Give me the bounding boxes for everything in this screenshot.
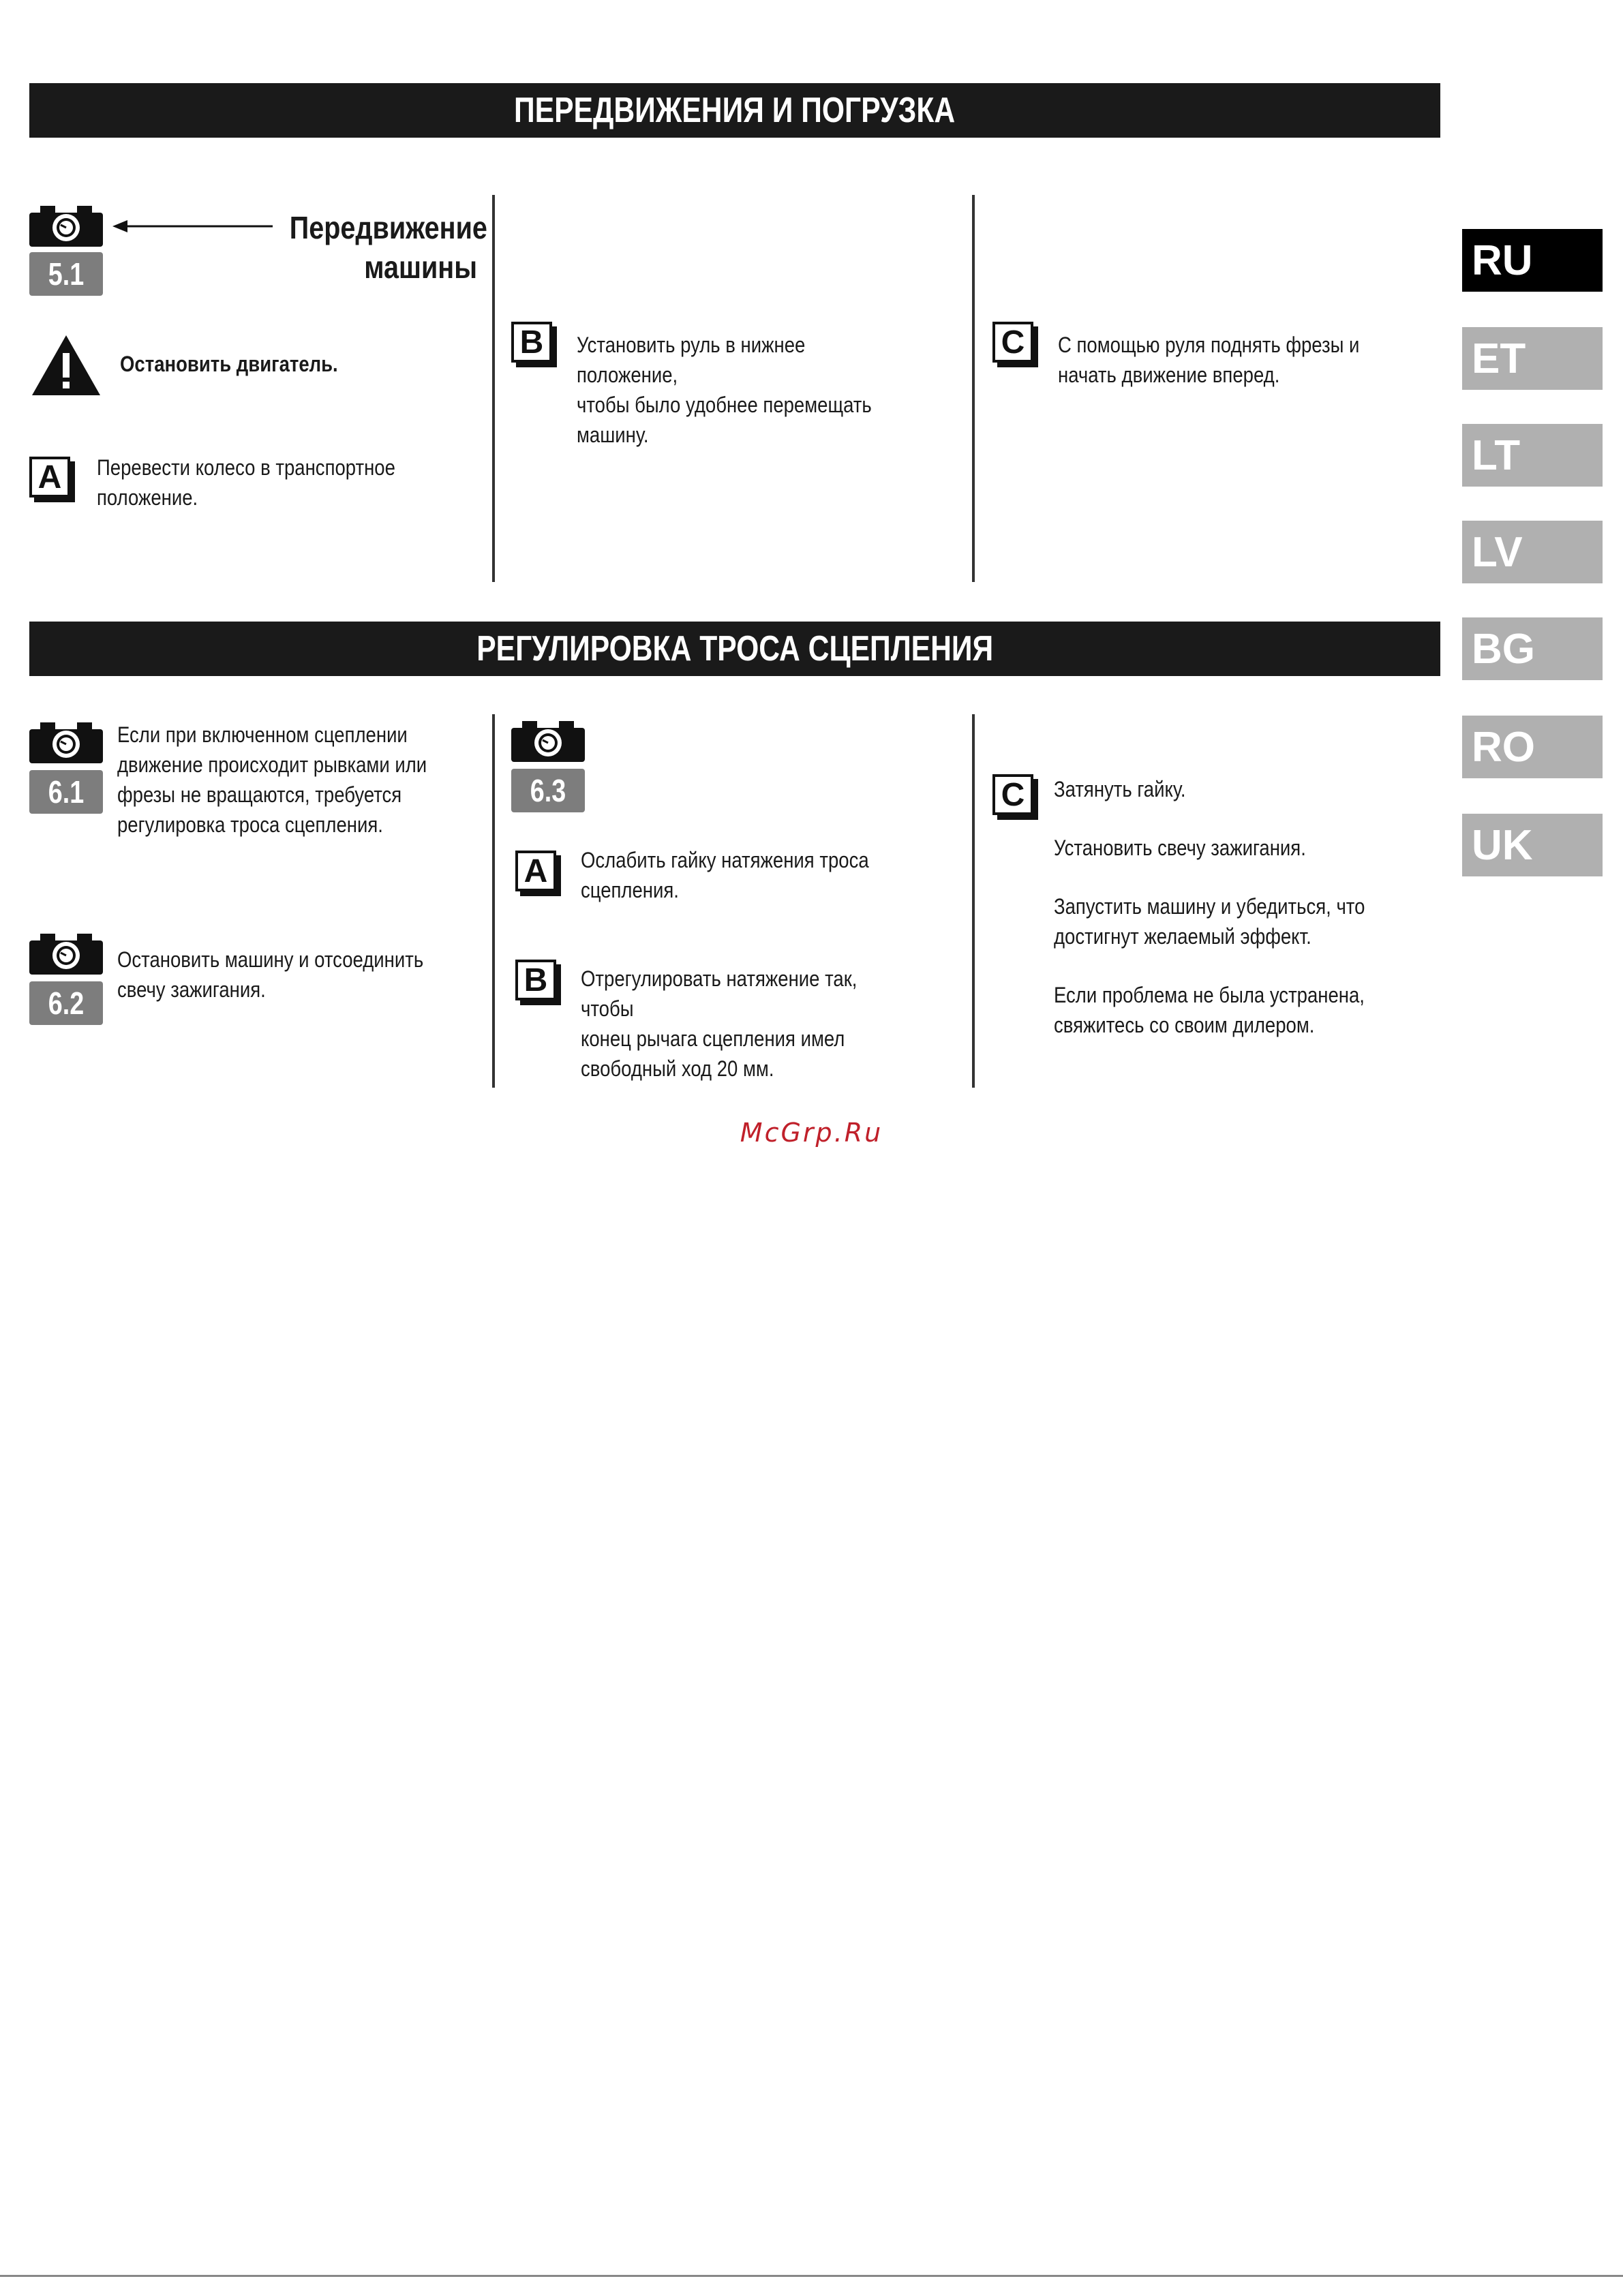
step-text-b: Установить руль в нижнее положение, чтобы было удобнее перемещать машину. <box>577 333 872 447</box>
step-badge-6-2 <box>29 981 103 1025</box>
step-text-c-2: Установить свечу зажигания. <box>1054 836 1306 860</box>
step-text-6-1: Если при включенном сцеплении движение происходит рывками или фрезы не вращаются, требуется регулировка троса сцепления. <box>117 722 427 837</box>
language-tab-bg[interactable] <box>1462 617 1603 680</box>
step-text-c-1: Затянуть гайку. <box>1054 777 1186 801</box>
step-text-6-2: Остановить машину и отсоединить свечу зажигания. <box>117 947 424 1002</box>
camera-icon <box>29 932 103 975</box>
camera-icon <box>511 720 585 762</box>
language-tab-label: RU <box>1472 236 1533 284</box>
arrow-left-icon <box>112 218 276 234</box>
camera-icon <box>29 204 103 247</box>
section-title-clutch: РЕГУЛИРОВКА ТРОСА СЦЕПЛЕНИЯ <box>476 629 993 669</box>
language-tab-label: BG <box>1472 625 1535 673</box>
step-text-a: Перевести колесо в транспортное положение. <box>97 455 395 510</box>
step-text-6-3-b: Отрегулировать натяжение так, чтобы конец рычага сцепления имел свободный ход 20 мм. <box>581 966 858 1081</box>
heading-line: машины <box>364 249 477 285</box>
step-badge-5-1 <box>29 252 103 296</box>
step-letter-a: A <box>515 851 556 891</box>
step-badge-6-1 <box>29 770 103 814</box>
language-tab-label: ET <box>1472 335 1526 382</box>
column-divider <box>972 195 975 582</box>
camera-icon <box>29 721 103 763</box>
step-text-c-3: Запустить машину и убедиться, что достигнут желаемый эффект. <box>1054 894 1365 949</box>
language-tab-uk[interactable] <box>1462 814 1603 876</box>
section-banner-moving <box>29 83 1440 138</box>
column-divider <box>972 714 975 1088</box>
language-tab-et[interactable] <box>1462 327 1603 390</box>
language-tab-label: RO <box>1472 723 1535 771</box>
step-text-c-4: Если проблема не была устранена, свяжитесь со своим дилером. <box>1054 983 1365 1037</box>
step-letter-c: C <box>992 774 1033 815</box>
warning-icon <box>31 334 102 397</box>
language-tab-ru[interactable] <box>1462 229 1603 292</box>
step-text-c: С помощью руля поднять фрезы и начать движение вперед. <box>1058 333 1360 387</box>
step-number: 6.2 <box>48 985 85 1021</box>
step-letter-b: B <box>511 322 552 363</box>
language-tab-ro[interactable] <box>1462 716 1603 778</box>
language-tab-label: UK <box>1472 821 1533 869</box>
section-title-moving: ПЕРЕДВИЖЕНИЯ И ПОГРУЗКА <box>514 91 956 130</box>
column-divider <box>492 714 495 1088</box>
step-letter-a: A <box>29 457 70 498</box>
step-heading <box>259 208 487 287</box>
section-banner-clutch <box>29 622 1440 676</box>
language-tab-label: LV <box>1472 528 1523 576</box>
language-tab-lt[interactable] <box>1462 424 1603 487</box>
watermark: McGrp.Ru <box>740 1118 883 1148</box>
divider <box>0 2275 1623 2277</box>
step-letter-c: C <box>992 322 1033 363</box>
heading-line: Передвижение <box>289 210 487 245</box>
language-tab-label: LT <box>1472 431 1521 479</box>
step-number: 6.3 <box>530 773 566 808</box>
warning-text: Остановить двигатель. <box>120 352 338 376</box>
step-number: 5.1 <box>48 256 85 292</box>
step-text-6-3-a: Ослабить гайку натяжения троса сцепления. <box>581 848 869 902</box>
column-divider <box>492 195 495 582</box>
language-tab-lv[interactable] <box>1462 521 1603 583</box>
step-badge-6-3 <box>511 769 585 812</box>
step-letter-b: B <box>515 960 556 1000</box>
step-number: 6.1 <box>48 774 85 810</box>
